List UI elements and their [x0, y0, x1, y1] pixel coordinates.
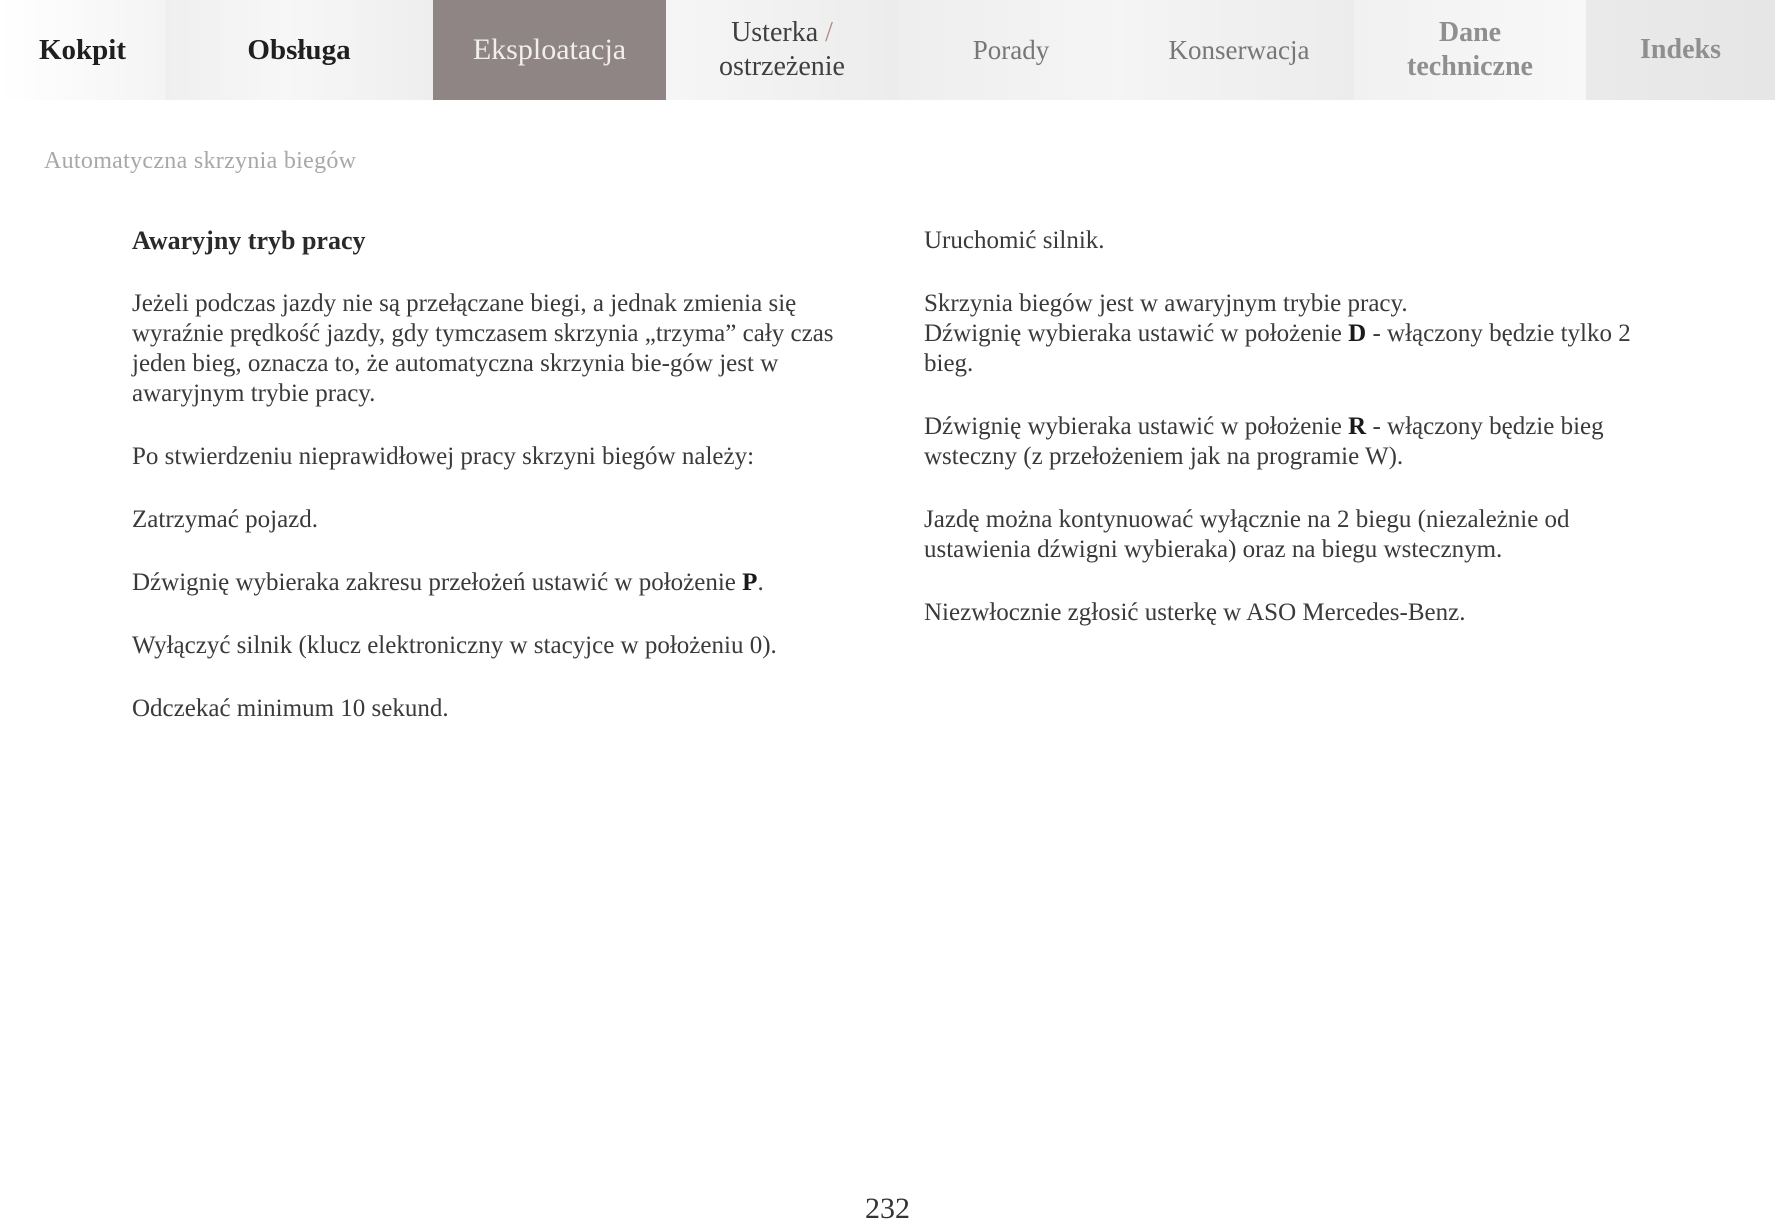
- tab-konserwacja-label: Konserwacja: [1168, 34, 1310, 65]
- step-drive-mode: [924, 289, 1654, 379]
- left-column: [132, 226, 862, 757]
- top-navigation: [0, 0, 1775, 100]
- select-r-end: - włączony będzie bieg wsteczny (z przełożeniem jak na programie W).: [924, 413, 1604, 470]
- tab-kokpit[interactable]: [0, 0, 165, 100]
- gear-p-label: P: [742, 569, 758, 596]
- emergency-mode-line: Skrzynia biegów jest w awaryjnym trybie pracy.: [924, 290, 1408, 317]
- tab-porady[interactable]: [898, 0, 1124, 100]
- step-wait: Odczekać minimum 10 sekund.: [132, 695, 449, 722]
- page-number: 232: [865, 1192, 910, 1225]
- tab-eksploatacja-label: Eksploatacja: [472, 33, 627, 66]
- tab-usterka-ostrzezenie[interactable]: [666, 0, 898, 100]
- tab-konserwacja[interactable]: [1124, 0, 1354, 100]
- tab-obsluga[interactable]: [165, 0, 433, 100]
- step-stop-vehicle: Zatrzymać pojazd.: [132, 506, 319, 533]
- select-d-text: Dźwignię wybieraka ustawić w położenie: [924, 320, 1349, 347]
- tab-dane-techniczne[interactable]: [1354, 0, 1586, 100]
- continue-driving-note: Jazdę można kontynuować wyłącznie na 2 biegu (niezależnie od ustawienia dźwigni wybieraka) oraz na biegu wstecznym.: [924, 506, 1570, 563]
- select-r-text: Dźwignię wybieraka ustawić w położenie: [924, 413, 1349, 440]
- report-fault-note: Niezwłocznie zgłosić usterkę w ASO Mercedes-Benz.: [924, 599, 1466, 626]
- intro-paragraph: Jeżeli podczas jazdy nie są przełączane biegi, a jednak zmienia się wyraźnie prędkość jazdy, gdy tymczasem skrzynia „trzyma” cały czas jeden bieg, oznacza to, że automatyczna skrzynia bie-gów jest w awaryjnym trybie pracy.: [132, 290, 834, 407]
- step-engine-off: Wyłączyć silnik (klucz elektroniczny w stacyjce w położeniu 0).: [132, 632, 777, 659]
- tab-porady-label: Porady: [972, 34, 1050, 65]
- tab-usterka-line2: ostrzeżenie: [719, 51, 845, 82]
- tab-indeks[interactable]: [1586, 0, 1775, 100]
- select-d-end: - włączony będzie tylko 2 bieg.: [924, 320, 1631, 377]
- section-heading: Awaryjny tryb pracy: [132, 226, 366, 255]
- right-column: [924, 226, 1654, 661]
- step-select-park: [132, 568, 862, 598]
- tab-dane-line2: techniczne: [1407, 51, 1533, 82]
- gear-r-label: R: [1348, 413, 1367, 440]
- breadcrumb: Automatyczna skrzynia biegów: [44, 148, 357, 174]
- tab-obsluga-label: Obsługa: [247, 33, 351, 66]
- procedure-intro: Po stwierdzeniu nieprawidłowej pracy skrzyni biegów należy:: [132, 443, 755, 470]
- step-reverse: [924, 412, 1654, 472]
- tab-dane-line1: Dane: [1438, 17, 1502, 49]
- tab-indeks-label: Indeks: [1640, 34, 1721, 66]
- step-start-engine: Uruchomić silnik.: [924, 227, 1105, 254]
- gear-d-label: D: [1348, 320, 1367, 347]
- step-select-park-end: .: [757, 569, 764, 596]
- tab-kokpit-label: Kokpit: [38, 33, 127, 66]
- tab-eksploatacja[interactable]: [433, 0, 666, 100]
- step-select-park-text: Dźwignię wybieraka zakresu przełożeń ustawić w położenie: [132, 569, 743, 596]
- tab-usterka-slash: /: [825, 17, 833, 49]
- tab-usterka-line1: Usterka: [731, 17, 819, 49]
